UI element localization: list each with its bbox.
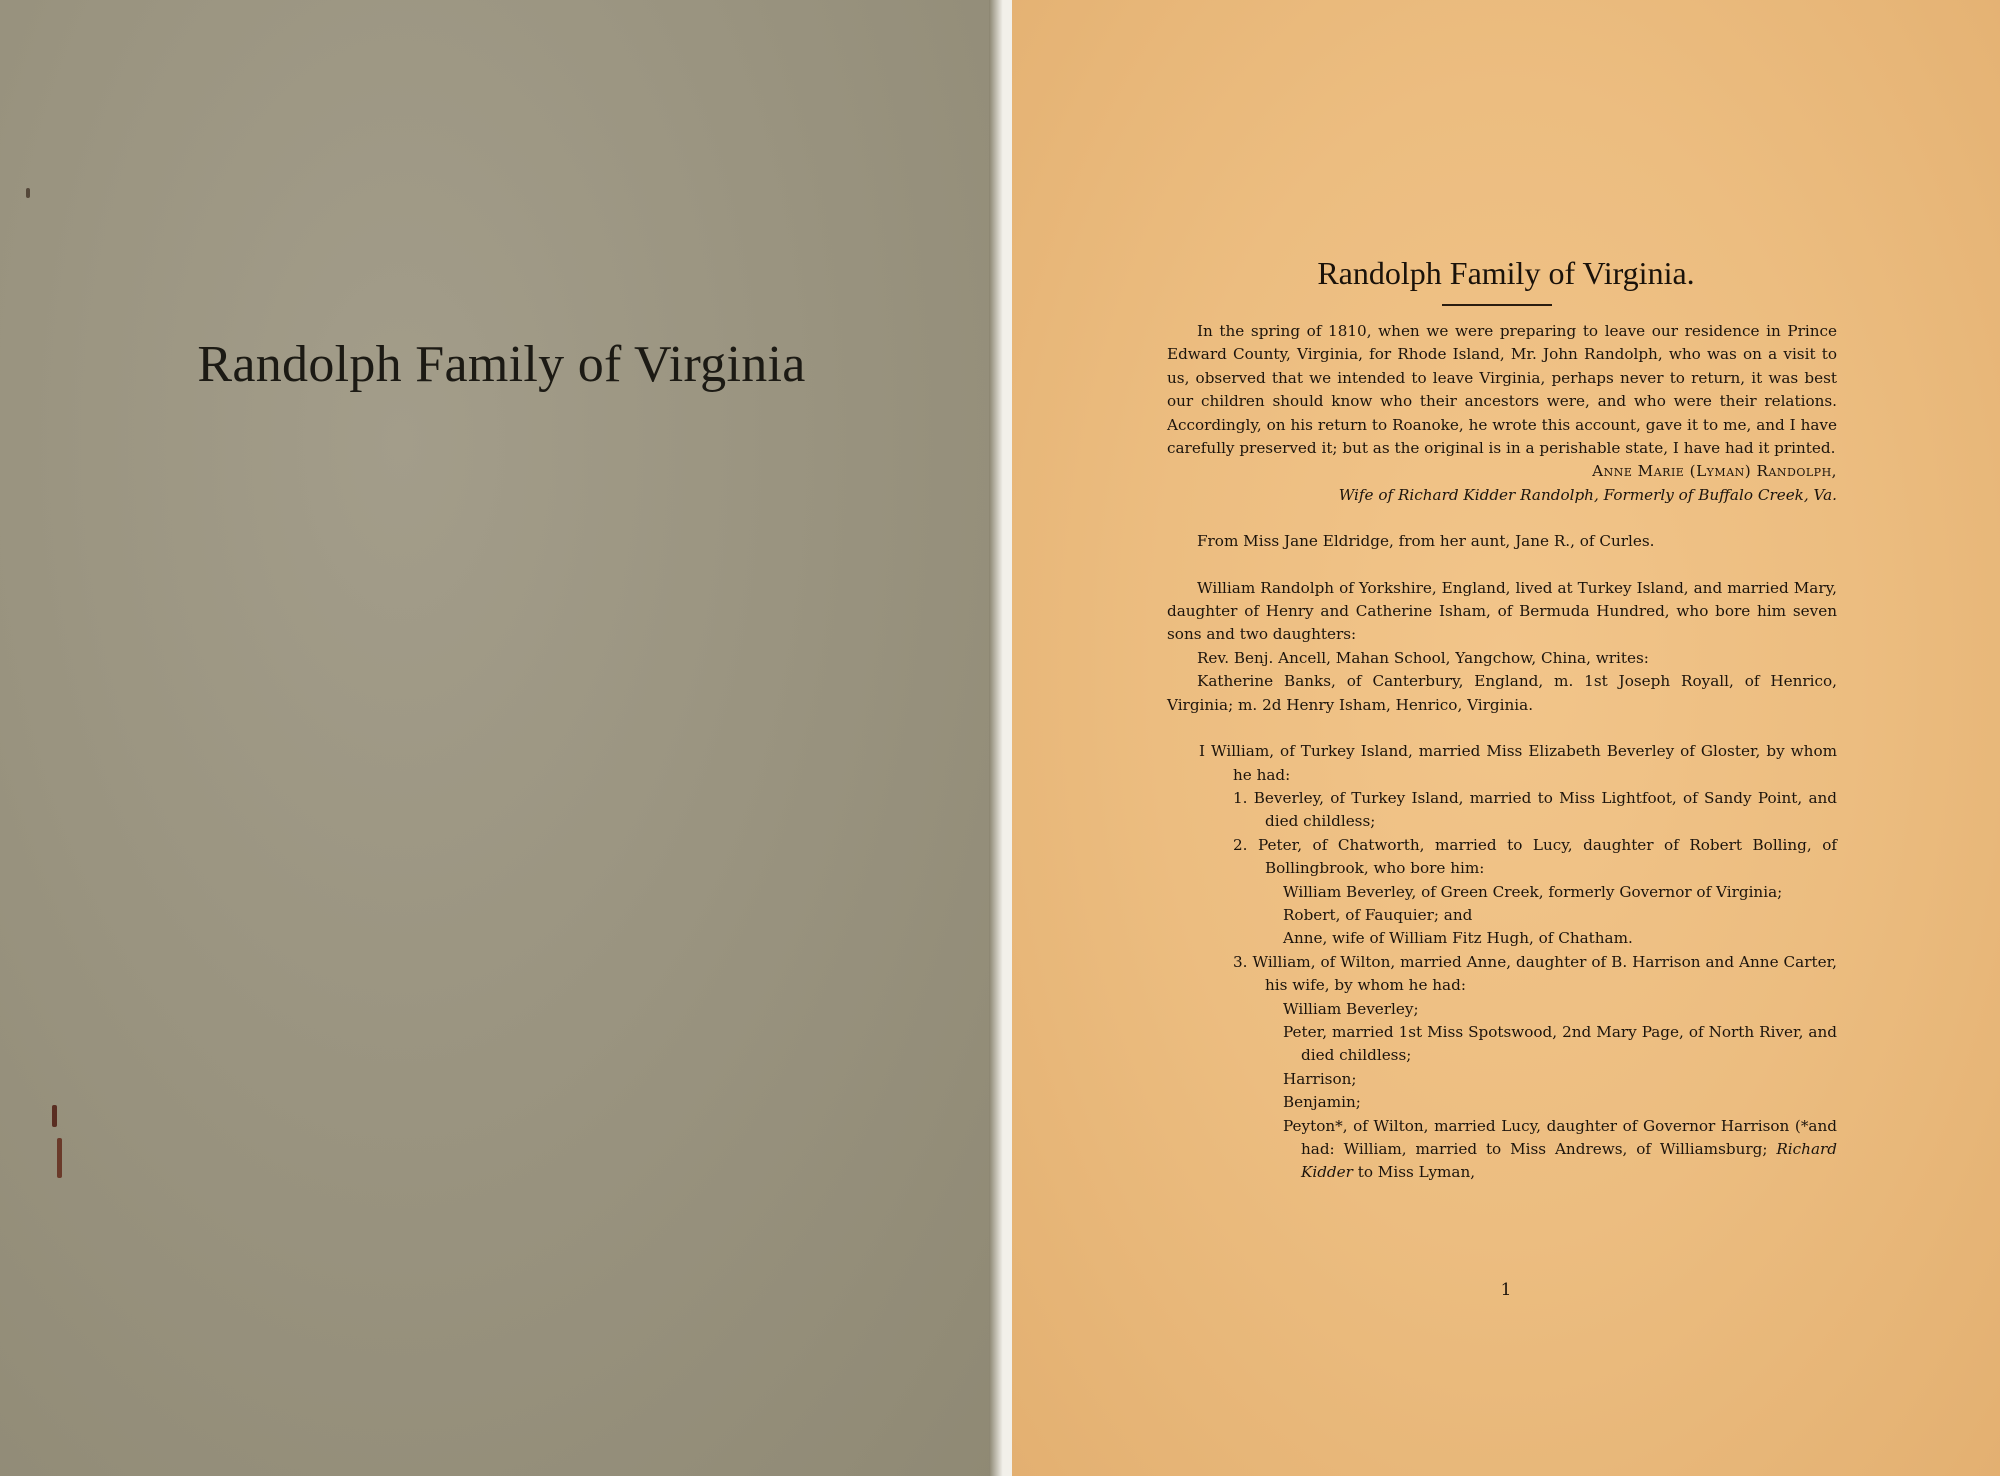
- paragraph: William Randolph of Yorkshire, England, lived at Turkey Island, and married Mary, daughter of Henry and Catherine Isham, of Bermuda Hundred, who bore him seven sons and two daughters:: [1167, 578, 1837, 644]
- entry-text: to Miss Lyman,: [1352, 1163, 1476, 1182]
- intro-paragraph: In the spring of 1810, when we were preparing to leave our residence in Prince Edward County, Virginia, for Rhode Island, Mr. John Randolph, who was on a visit to us, observed that we intended to leave Virginia, perhaps never to return, it was best our children should know who their ancestors were, and who were their relations. Accordingly, on his return to Roanoke, he wrote this account, gave it to me, and I have carefully preserved it; but as the original is in a perishable state, I have had it printed.: [1167, 322, 1837, 458]
- genealogy-entry: 3. William, of Wilton, married Anne, daughter of B. Harrison and Anne Carter, his wife, by whom he had:: [1233, 952, 1837, 995]
- first-page: [1012, 0, 2000, 1476]
- cover-stain: [26, 188, 30, 198]
- genealogy-entry: Anne, wife of William Fitz Hugh, of Chatham.: [1283, 929, 1633, 948]
- spacer: [1167, 717, 1837, 740]
- entry-italic-name: Richard Kidder: [1301, 1140, 1837, 1182]
- genealogy-entry: Peter, married 1st Miss Spotswood, 2nd Mary Page, of North River, and died childless;: [1283, 1022, 1837, 1065]
- genealogy-entry: 1. Beverley, of Turkey Island, married to Miss Lightfoot, of Sandy Point, and died childless;: [1233, 788, 1837, 831]
- genealogy-entry: 2. Peter, of Chatworth, married to Lucy, daughter of Robert Bolling, of Bollingbrook, who bore him:: [1233, 835, 1837, 878]
- spacer: [1167, 507, 1837, 530]
- genealogy-entry: William Beverley, of Green Creek, formerly Governor of Virginia;: [1283, 882, 1783, 901]
- paragraph: Rev. Benj. Ancell, Mahan School, Yangchow, China, writes:: [1197, 648, 1649, 667]
- entry-text: Peyton*, of Wilton, married Lucy, daughter of Governor Harrison (*and had: William, married to Miss Andrews, of Williamsburg;: [1283, 1116, 1837, 1158]
- genealogy-entry: Harrison;: [1283, 1069, 1357, 1088]
- signature-role: Wife of Richard Kidder Randolph, Formerly of Buffalo Creek, Va.: [1338, 485, 1837, 504]
- genealogy-entry: William Beverley;: [1283, 999, 1419, 1018]
- paragraph: Katherine Banks, of Canterbury, England, m. 1st Joseph Royall, of Henrico, Virginia; m. 2d Henry Isham, Henrico, Virginia.: [1167, 672, 1837, 714]
- cover-edge: [989, 0, 1003, 1476]
- cover-title: Randolph Family of Virginia: [197, 336, 806, 393]
- source-line: From Miss Jane Eldridge, from her aunt, Jane R., of Curles.: [1197, 532, 1655, 551]
- page-body: [1167, 320, 1837, 1185]
- title-rule: [1442, 304, 1552, 306]
- genealogy-entry: [1167, 1115, 1837, 1185]
- cover-stain: [57, 1138, 62, 1178]
- spacer: [1167, 554, 1837, 577]
- genealogy-entry: Robert, of Fauquier; and: [1283, 905, 1473, 924]
- genealogy-entry: Benjamin;: [1283, 1093, 1361, 1112]
- page-number: 1: [1500, 1280, 1512, 1300]
- signature-name: Anne Marie (Lyman) Randolph,: [1592, 462, 1837, 481]
- cover-stain: [52, 1105, 57, 1127]
- page-title: Randolph Family of Virginia.: [1317, 255, 1695, 291]
- genealogy-entry: I William, of Turkey Island, married Miss Elizabeth Beverley of Gloster, by whom he had:: [1199, 742, 1837, 784]
